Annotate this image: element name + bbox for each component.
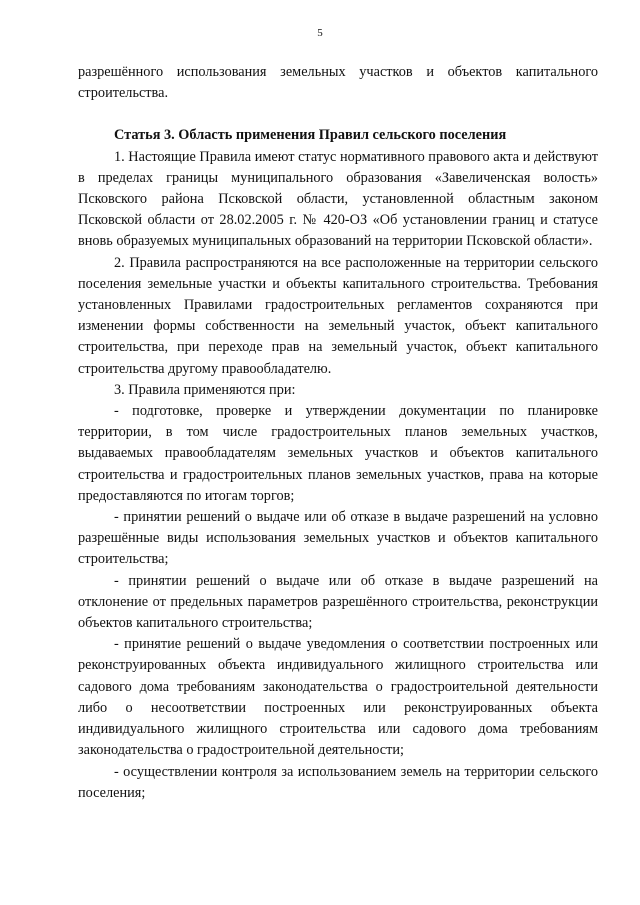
list-item-deviation-permits: - принятии решений о выдаче или об отказе в выдаче разрешений на отклонение от предельных параметров разрешённого строительства, реконструкции объектов капитального строительства; xyxy=(78,572,598,632)
paragraph-2: 2. Правила распространяются на все расположенные на территории сельского поселения земельные участки и объекты капитального строительства. Требования установленных Правилами градостроительных регламентов сохраняются при изменении формы собственности на земельный участок, объект капитального строительства, при переходе прав на земельный участок, объект капитального строительства другому правообладателю. xyxy=(78,254,598,377)
list-item-planning-documentation: - подготовке, проверке и утверждении документации по планировке территории, в том числе градостроительных планов земельных участков, выдаваемых правообладателям земельных участков и объектов капитального строительства и градостроительных планов земельных участков, права на которые предоставляются по итогам торгов; xyxy=(78,403,598,504)
list-item-land-use-control: - осуществлении контроля за использованием земель на территории сельского поселения; xyxy=(78,763,598,801)
article-heading: Статья 3. Область применения Правил сельского поселения xyxy=(114,127,507,144)
page-number: 5 xyxy=(317,27,323,39)
list-item-compliance-notifications: - принятие решений о выдаче уведомления о соответствии построенных или реконструированных объекта индивидуального жилищного строительства или садового дома требованиям законодательства о градостроительной деятельности либо о несоответствии построенных или реконструированных объекта индивидуального жилищного строительства или садового дома требованиям законодательства о градостроительной деятельности; xyxy=(78,636,598,759)
document-body xyxy=(78,62,598,804)
list-item-conditional-use-permits: - принятии решений о выдаче или об отказе в выдаче разрешений на условно разрешённые виды использования земельных участков и объектов капитального строительства; xyxy=(78,509,598,568)
continuation-paragraph: разрешённого использования земельных участков и объектов капитального строительства. xyxy=(78,64,598,102)
paragraph-3: 3. Правила применяются при: xyxy=(114,381,296,398)
paragraph-1: 1. Настоящие Правила имеют статус нормативного правового акта и действуют в пределах границы муниципального образования «Завеличенская волость» Псковского района Псковской области, установленной областным законом Псковской области от 28.02.2005 г. № 420-ОЗ «Об установлении границ и статусе вновь образуемых муниципальных образований на территории Псковской области». xyxy=(78,148,598,250)
